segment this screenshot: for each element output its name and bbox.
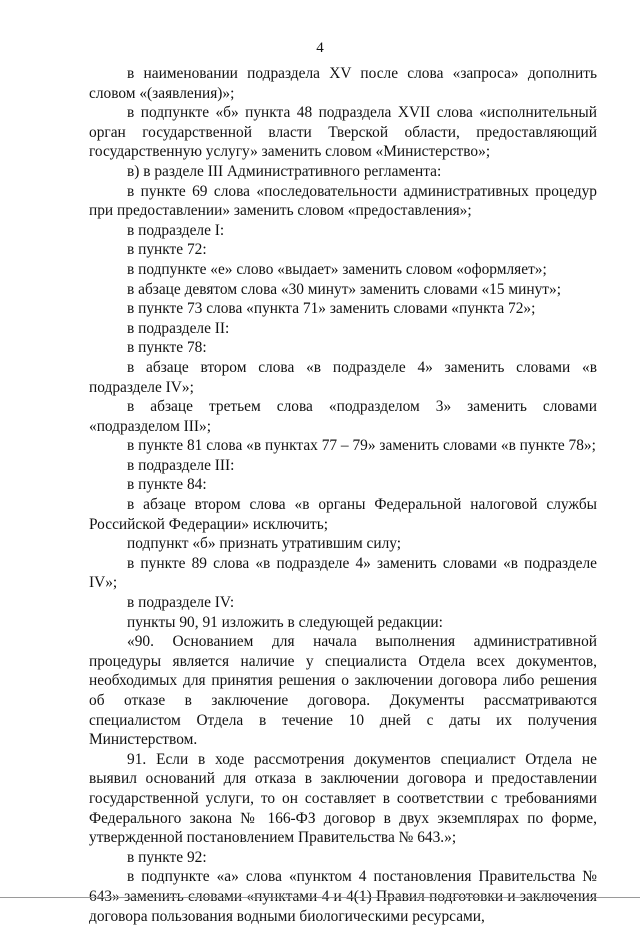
- paragraph: 91. Если в ходе рассмотрения документов специалист Отдела не выявил оснований для отказа в заключении договора и предоставлении государственной услуги, то он составляет в соответствии с требованиями Федерального закона № 166-ФЗ договор в двух экземплярах по форме, утвержденной постановлением Правительства № 643.»;: [89, 750, 597, 847]
- paragraph: в пункте 78:: [127, 339, 207, 357]
- paragraph: в абзаце третьем слова «подразделом 3» заменить словами «подразделом III»;: [89, 398, 597, 435]
- paragraph: в абзаце втором слова «в органы Федеральной налоговой службы Российской Федерации» исключить;: [89, 496, 597, 533]
- paragraph: в подпункте «а» слова «пунктом 4 постановления Правительства № 643» заменить словами «пунктами 4 и 4(1) Правил подготовки и заключения договора пользования водными биологическими ресурсами,: [89, 868, 597, 925]
- bottom-divider: [0, 897, 640, 898]
- paragraph: в пункте 72:: [127, 241, 207, 259]
- paragraph: пункты 90, 91 изложить в следующей редакции:: [127, 613, 443, 631]
- document-body: [89, 64, 597, 926]
- paragraph: в абзаце девятом слова «30 минут» заменить словами «15 минут»;: [127, 280, 561, 298]
- paragraph: в подпункте «б» пункта 48 подраздела XVII слова «исполнительный орган государственной власти Тверской области, предоставляющий государственную услугу» заменить словом «Министерство»;: [89, 104, 597, 161]
- paragraph: «90. Основанием для начала выполнения административной процедуры является наличие у специалиста Отдела всех документов, необходимых для принятия решения о заключении договора либо решения об отказе в заключение договора. Документы рассматриваются специалистом Отдела в течение 10 дней с даты их получения Министерством.: [89, 633, 597, 749]
- paragraph: в абзаце втором слова «в подразделе 4» заменить словами «в подразделе IV»;: [89, 358, 597, 396]
- paragraph: в подразделе III:: [127, 456, 235, 474]
- paragraph: в пункте 69 слова «последовательности административных процедур при предоставлении» заменить словом «предоставления»;: [89, 182, 597, 220]
- paragraph: в пункте 73 слова «пункта 71» заменить словами «пункта 72»;: [127, 300, 536, 318]
- paragraph: в подпункте «е» слово «выдает» заменить словом «оформляет»;: [127, 260, 547, 278]
- page-number: 4: [316, 40, 324, 56]
- paragraph: в пункте 84:: [127, 476, 207, 494]
- paragraph: в пункте 92:: [127, 848, 207, 866]
- paragraph: в подразделе II:: [127, 319, 230, 337]
- paragraph: в пункте 81 слова «в пунктах 77 – 79» заменить словами «в пункте 78»;: [127, 437, 596, 455]
- paragraph: в подразделе IV:: [127, 594, 235, 612]
- paragraph: в пункте 89 слова «в подразделе 4» заменить словами «в подразделе IV»;: [89, 554, 597, 592]
- paragraph: подпункт «б» признать утратившим силу;: [127, 535, 402, 553]
- paragraph: в наименовании подраздела XV после слова «запроса» дополнить словом «(заявления)»;: [89, 65, 597, 102]
- paragraph: в подразделе I:: [127, 221, 225, 239]
- paragraph: в) в разделе III Административного регламента:: [127, 162, 442, 180]
